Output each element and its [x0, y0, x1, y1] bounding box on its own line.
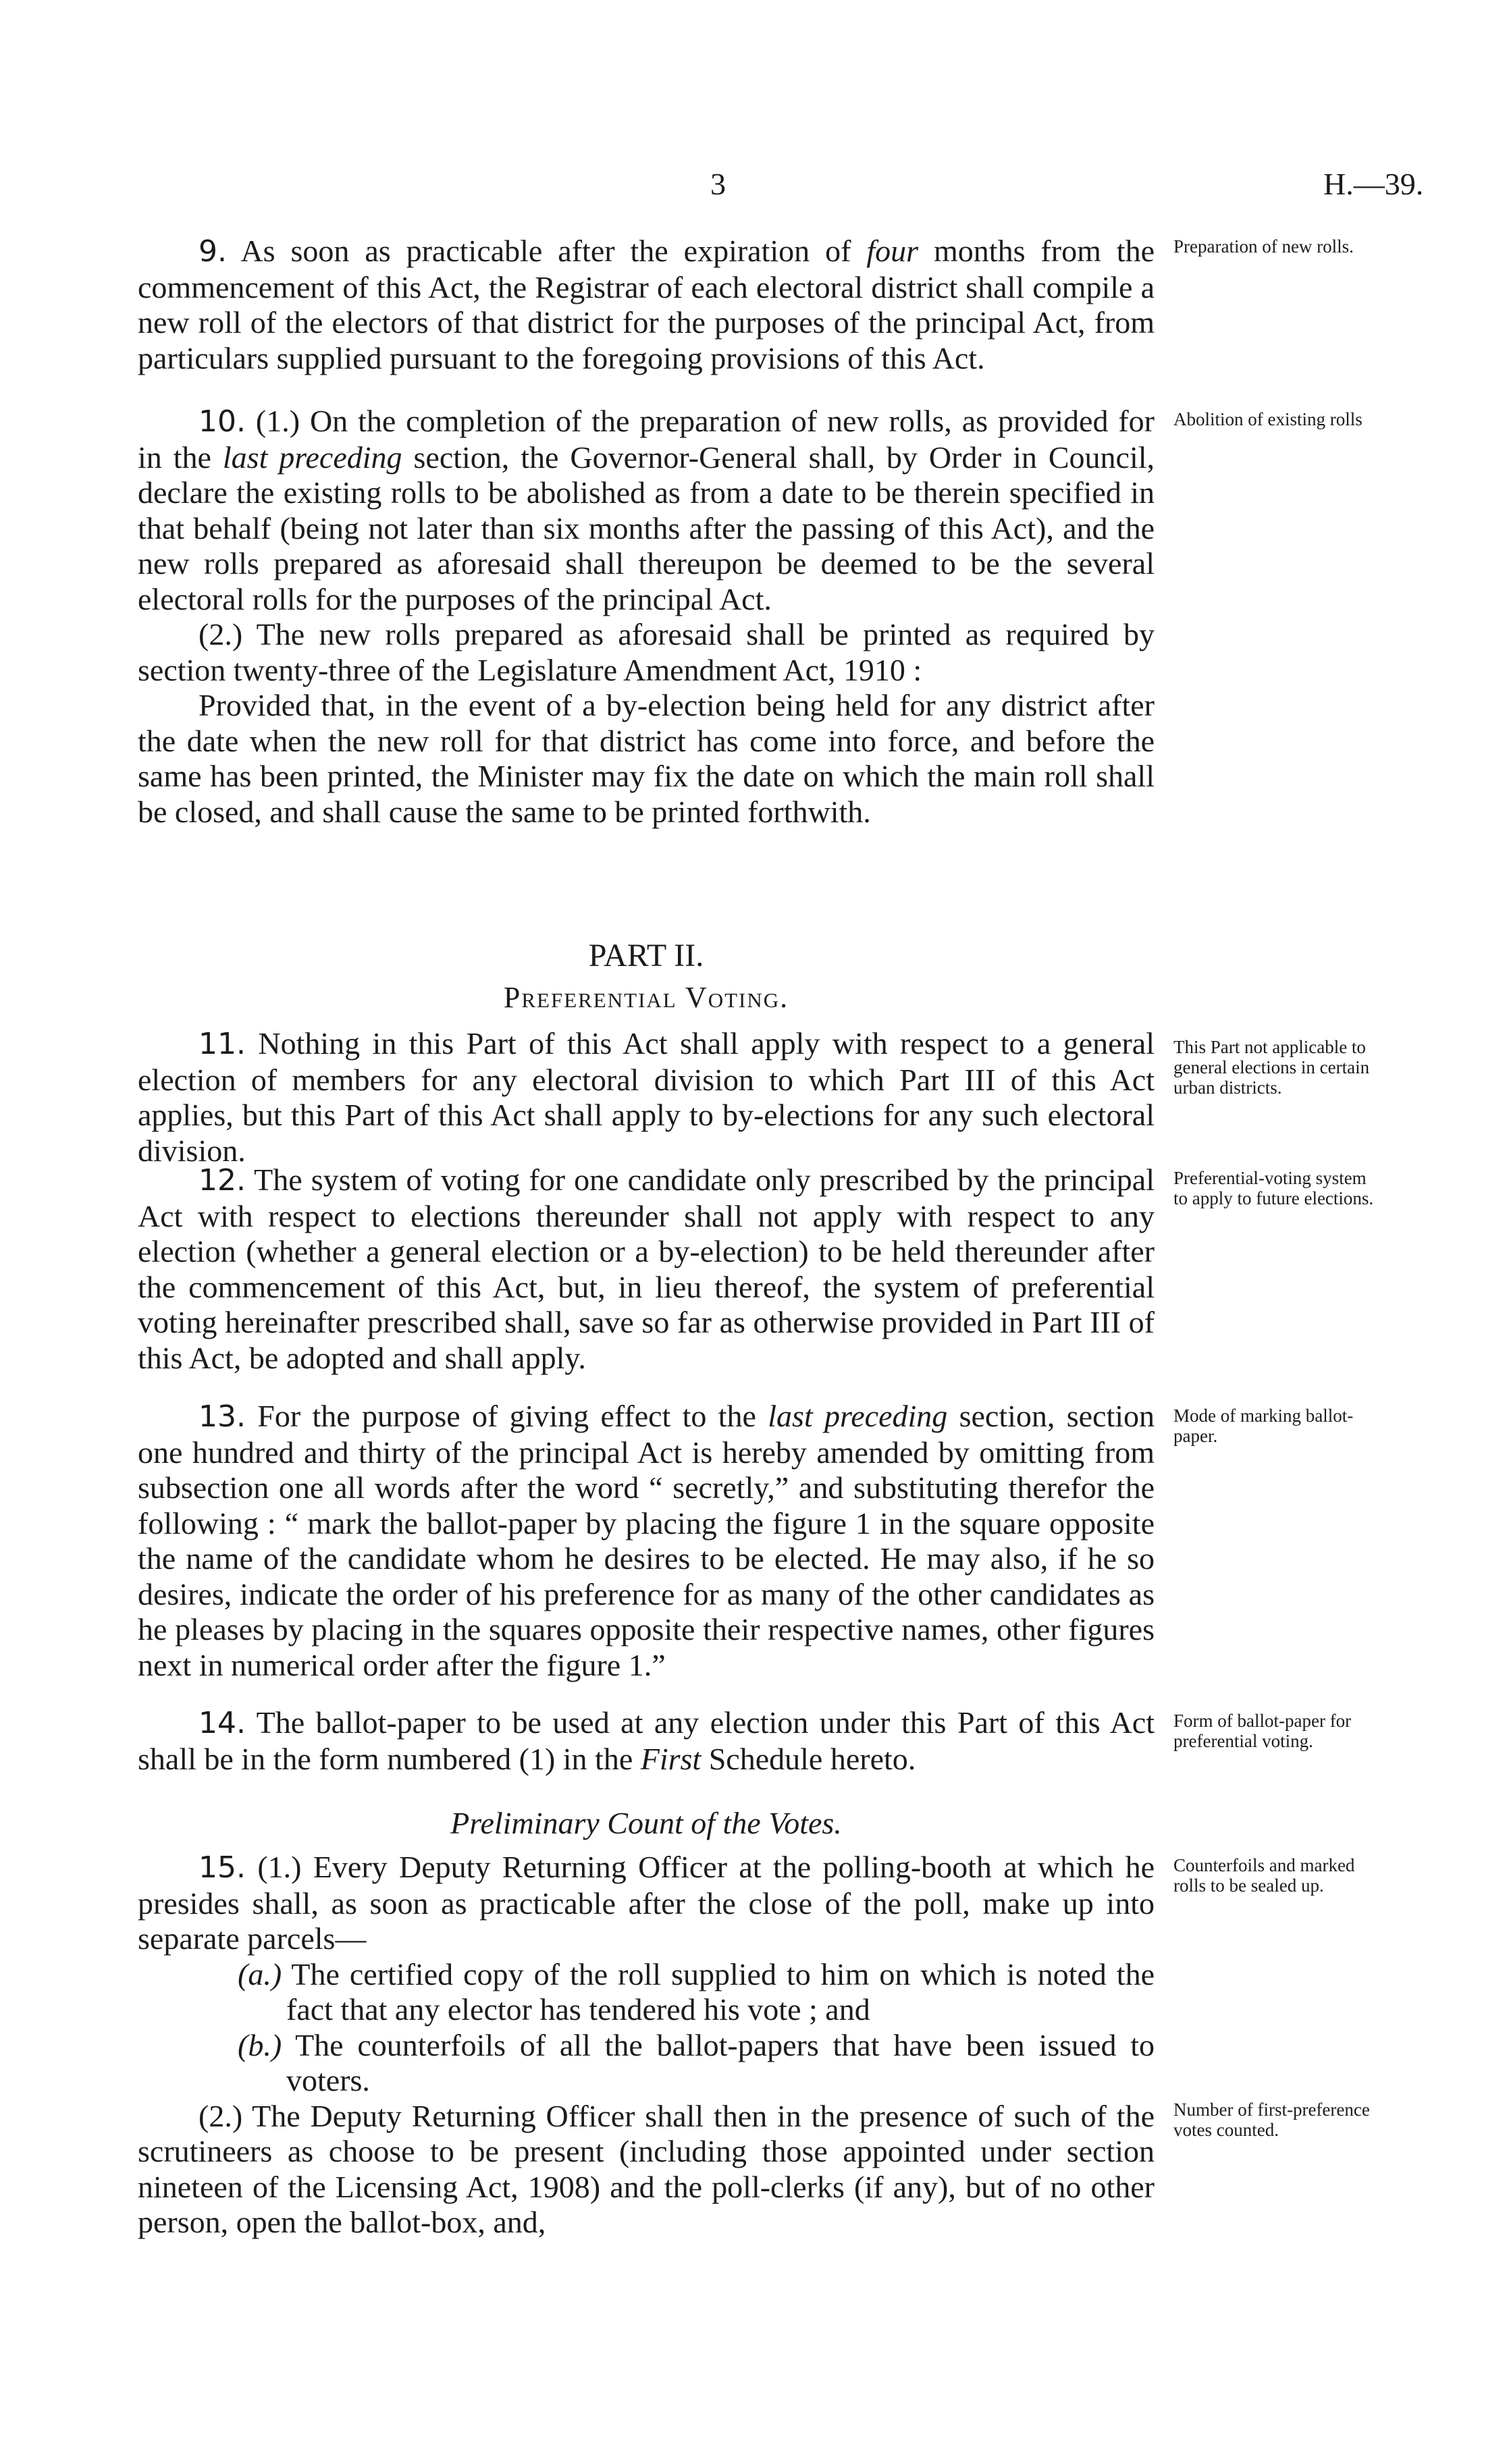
section-15: 15. (1.) Every Deputy Returning Officer at the polling-booth at which he presides shall, as soon as practicable after the close of the poll, make up into separate parcels— (a.) The certified copy of the roll supplied to him on which is noted the fact that any elector has tendered his vote ; and (b.) The counterfoils of all the ballot-papers that have been issued to voters. (2.) The Deputy Returning Officer shall then in the presence of such of the scrutineers as choose to be present (including those appointed under section nineteen of the Licensing Act, 1908) and the poll-clerks (if any), but of no other person, open the ballot-box, and, — [138, 1850, 1155, 2239]
section-number: 10. — [199, 404, 246, 439]
margin-note-12: Preferential-voting system to apply to future elections. — [1173, 1168, 1374, 1208]
margin-note-9: Preparation of new rolls. — [1173, 236, 1354, 257]
section-14: 14. The ballot-paper to be used at any election under this Part of this Act shall be in the form numbered (1) in the First Schedule hereto. — [138, 1705, 1155, 1776]
section-number: 9. — [199, 234, 227, 269]
subheading: Preliminary Count of the Votes. — [450, 1806, 842, 1840]
part-subtitle: Preferential Voting. — [503, 981, 789, 1014]
section-number: 11. — [199, 1027, 246, 1061]
section-number: 14. — [199, 1706, 246, 1740]
section-12: 12. The system of voting for one candidate only prescribed by the principal Act with respect to elections thereunder shall not apply with respect to any election (whether a general election or a by-election) to be held thereunder after the commencement of this Act, but, in lieu thereof, the system of preferential voting hereinafter prescribed shall, save so far as otherwise provided in Part III of this Act, be adopted and shall apply. — [138, 1162, 1155, 1375]
section-15-subsection-2: (2.) The Deputy Returning Officer shall then in the presence of such of the scrutineers as choose to be present (including those appointed under section nineteen of the Licensing Act, 1908) and the poll-clerks (if any), but of no other person, open the ballot-box, and, — [138, 2098, 1155, 2239]
page-number: 3 — [710, 167, 726, 201]
part-title: PART II. — [588, 938, 704, 973]
section-9: 9. As soon as practicable after the expiration of four months from the commencement of this Act, the Registrar of each electoral district shall compile a new roll of the electors of that district for the purposes of the principal Act, from particulars supplied pursuant to the foregoing provisions of this Act. — [138, 234, 1155, 375]
margin-note-10: Abolition of existing rolls — [1173, 409, 1363, 429]
list-item-b: (b.) The counterfoils of all the ballot-papers that have been issued to voters. — [238, 2027, 1155, 2097]
margin-note-14: Form of ballot-paper for preferential voting. — [1173, 1711, 1352, 1751]
section-10-subsection-2: (2.) The new rolls prepared as aforesaid shall be printed as required by section twenty-three of the Legislature Amendment Act, 1910 : — [138, 617, 1155, 687]
section-number: 15. — [199, 1850, 246, 1885]
section-number: 12. — [199, 1163, 246, 1198]
margin-note-15a: Counterfoils and marked rolls to be sealed up. — [1173, 1855, 1355, 1896]
list-item-a: (a.) The certified copy of the roll supplied to him on which is noted the fact that any elector has tendered his vote ; and — [238, 1956, 1155, 2027]
margin-note-11: This Part not applicable to general elections in certain urban districts. — [1173, 1037, 1370, 1098]
section-number: 13. — [199, 1399, 246, 1434]
section-11: 11. Nothing in this Part of this Act shall apply with respect to a general election of members for any electoral division to which Part III of this Act applies, but this Part of this Act shall apply to by-elections for any such electoral division. — [138, 1026, 1155, 1168]
section-13: 13. For the purpose of giving effect to the last preceding section, section one hundred and thirty of the principal Act is hereby amended by omitting from subsection one all words after the word “ secretly,” and substituting therefor the following : “ mark the ballot-paper by placing the figure 1 in the square opposite the name of the candidate whom he desires to be elected. He may also, if he so desires, indicate the order of his preference for as many of the other candidates as he pleases by placing in the squares opposite their respective names, other figures next in numerical order after the figure 1.” — [138, 1399, 1155, 1682]
margin-note-15b: Number of first-preference votes counted. — [1173, 2099, 1370, 2140]
margin-note-13: Mode of marking ballot-paper. — [1173, 1405, 1354, 1446]
document-reference: H.—39. — [1323, 167, 1424, 201]
section-10-proviso: Provided that, in the event of a by-election being held for any district after the date when the new roll for that district has come into force, and before the same has been printed, the Minister may fix the date on which the main roll shall be closed, and shall cause the same to be printed forthwith. — [138, 688, 1155, 829]
section-10: 10. (1.) On the completion of the preparation of new rolls, as provided for in the last preceding section, the Governor-General shall, by Order in Council, declare the existing rolls to be abolished as from a date to be therein specified in that behalf (being not later than six months after the passing of this Act), and the new rolls prepared as aforesaid shall thereupon be deemed to be the several electoral rolls for the purposes of the principal Act. (2.) The new rolls prepared as aforesaid shall be printed as required by section twenty-three of the Legislature Amendment Act, 1910 : Provided that, in the event of a by-election being held for any district after the date when the new roll for that district has come into force, and before the same has been printed, the Minister may fix the date on which the main roll shall be closed, and shall cause the same to be printed forthwith. — [138, 404, 1155, 829]
